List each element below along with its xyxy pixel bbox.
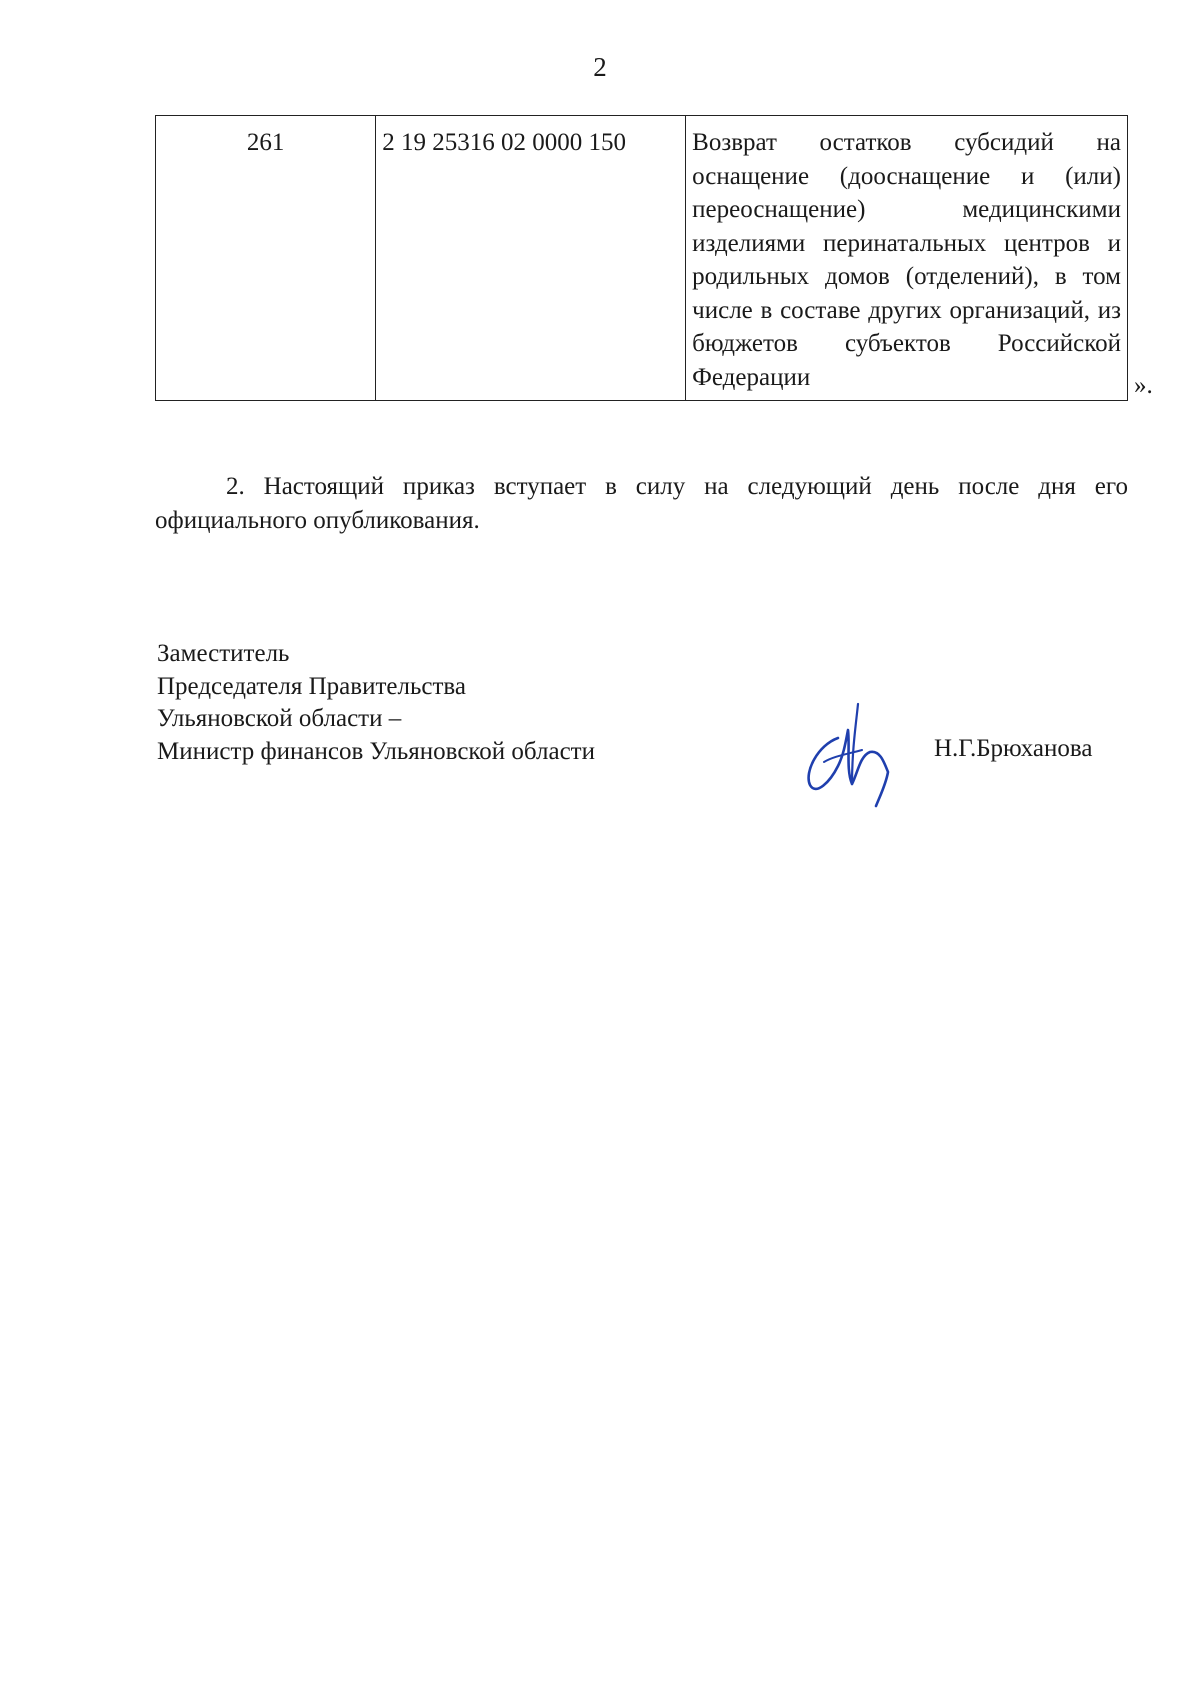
signatory-title-block: [157, 638, 595, 768]
revenue-name-cell: Возврат остатков субсидий на оснащение (дооснащение и (или) переоснащение) медицинскими изделиями перинатальных центров и родильных домов (отделений), в том числе в составе других организаций, из бюджетов субъектов Российской Федерации: [686, 116, 1128, 401]
budget-code-cell: 2 19 25316 02 0000 150: [376, 116, 686, 401]
signer-name: Н.Г.Брюханова: [934, 735, 1093, 762]
budget-code-table: [155, 115, 1128, 401]
effective-date-paragraph: 2. Настоящий приказ вступает в силу на следующий день после дня его официального опубликования.: [155, 473, 1128, 534]
closing-quote: ».: [1134, 372, 1153, 399]
signatory-title-line: Ульяновской области –: [157, 705, 402, 732]
handwritten-signature-icon: [800, 700, 910, 810]
signatory-title-line: Министр финансов Ульяновской области: [157, 737, 595, 765]
signature-stroke: [809, 730, 888, 806]
table-row: [156, 116, 1128, 401]
page-number: 2: [593, 52, 607, 82]
signatory-title-line: Заместитель: [157, 640, 290, 667]
row-number-cell: 261: [156, 116, 376, 401]
signatory-title-line: Председателя Правительства: [157, 672, 466, 700]
